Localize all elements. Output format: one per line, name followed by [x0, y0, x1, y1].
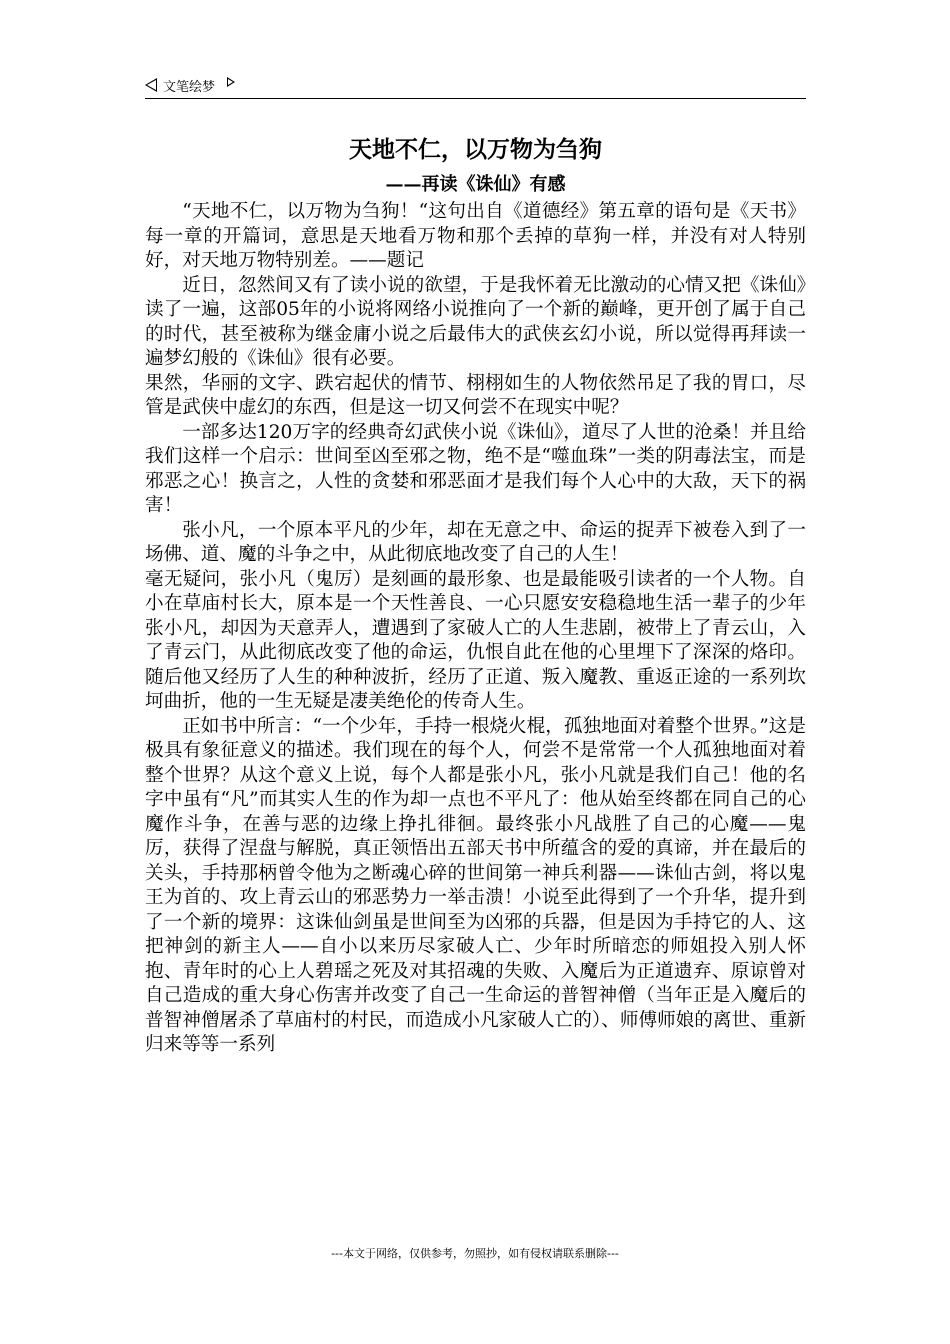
paragraph: “天地不仁，以万物为刍狗！“这句出自《道德经》第五章的语句是《天书》每一章的开篇词，意思是天地看万物和那个丢掉的草狗一样，并没有对人特别好，对天地万物特别差。——题记: [145, 201, 806, 271]
header-label: 文笔绘梦: [163, 79, 216, 95]
article-body: [145, 200, 806, 1058]
paragraph: 正如书中所言：“一个少年，手持一根烧火棍，孤独地面对着整个世界。”这是极具有象征意义的描述。我们现在的每个人，何尝不是常常一个人孤独地面对着整个世界？从这个意义上说，每个人都是张小凡，张小凡就是我们自己！他的名字中虽有“凡”而其实人生的作为却一点也不平凡了：他从始至终都在同自己的心魔作斗争，在善与恶的边缘上挣扎徘徊。最终张小凡战胜了自己的心魔——鬼厉，获得了涅盘与解脱，真正领悟出五部天书中所蕴含的爱的真谛，并在最后的关头，手持那柄曾令他为之断魂心碎的世间第一神兵利器——诛仙古剑，将以鬼王为首的、攻上青云山的邪恶势力一举击溃！小说至此得到了一个升华，提升到了一个新的境界：这诛仙剑虽是世间至为凶邪的兵器，但是因为手持它的人、这把神剑的新主人——自小以来历尽家破人亡、少年时所暗恋的师姐投入别人怀抱、青年时的心上人碧瑶之死及对其招魂的失败、入魔后为正道遗弃、原谅曾对自己造成的重大身心伤害并改变了自己一生命运的普智神僧（当年正是入魔后的普智神僧屠杀了草庙村的村民，而造成小凡家破人亡的）、师傅师娘的离世、重新归来等等一系列: [145, 715, 806, 1055]
left-triangle-icon: [145, 78, 157, 92]
paragraph: 果然，华丽的文字、跌宕起伏的情节、栩栩如生的人物依然吊足了我的胃口，尽管是武侠中虚幻的东西，但是这一切又何尝不在现实中呢？: [145, 372, 806, 418]
paragraph: 一部多达120万字的经典奇幻武侠小说《诛仙》，道尽了人世的沧桑！并且给我们这样一个启示：世间至凶至邪之物，绝不是“噬血珠”一类的阴毒法宝，而是邪恶之心！换言之，人性的贪婪和邪恶面才是我们每个人心中的大敌，天下的祸害！: [145, 421, 806, 516]
paragraph: 近日，忽然间又有了读小说的欲望，于是我怀着无比激动的心情又把《诛仙》读了一遍，这部05年的小说将网络小说推向了一个新的巅峰，更开创了属于自己的时代，甚至被称为继金庸小说之后最伟大的武侠玄幻小说，所以觉得再拜读一遍梦幻般的《诛仙》很有必要。: [145, 274, 806, 369]
article-title: 天地不仁，以万物为刍狗: [349, 136, 602, 163]
right-triangle-icon: [227, 77, 235, 87]
paragraph: 张小凡，一个原本平凡的少年，却在无意之中、命运的捉弄下被卷入到了一场佛、道、魔的斗争之中，从此彻底地改变了自己的人生！: [145, 519, 806, 565]
header-divider: [145, 98, 806, 99]
page-header: [145, 74, 806, 96]
page-footer: ---本文于网络，仅供参考，勿照抄，如有侵权请联系删除---: [331, 1247, 619, 1260]
article-subtitle: ——再读《诛仙》有感: [385, 174, 566, 195]
paragraph: 毫无疑问，张小凡（鬼厉）是刻画的最形象、也是最能吸引读者的一个人物。自小在草庙村长大，原本是一个天性善良、一心只愿安安稳稳地生活一辈子的少年张小凡，却因为天意弄人，遭遇到了家破人亡的人生悲剧，被带上了青云山，入了青云门，从此彻底改变了他的命运，仇恨自此在他的心里埋下了深深的烙印。随后他又经历了人生的种种波折，经历了正道、叛入魔教、重返正途的一系列坎坷曲折，他的一生无疑是凄美绝伦的传奇人生。: [145, 568, 806, 712]
